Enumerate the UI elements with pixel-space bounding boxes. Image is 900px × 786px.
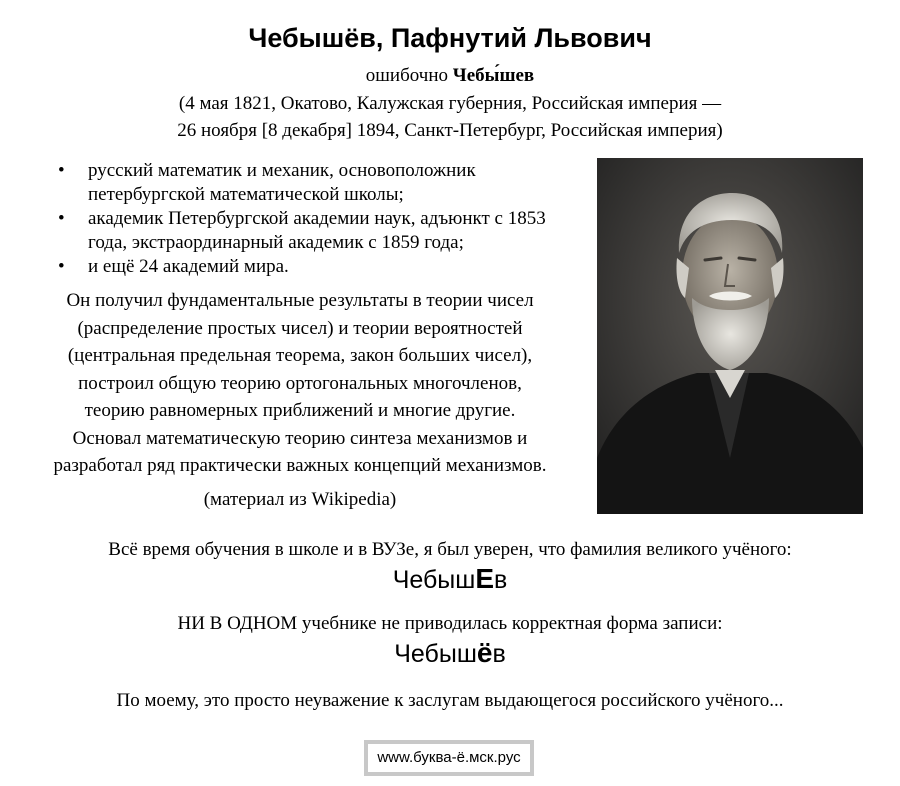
page-title: Чебышёв, Пафнутий Львович bbox=[248, 23, 652, 53]
wrong-spelling-prefix: Чебыш bbox=[392, 566, 476, 594]
correct-spelling-prefix: Чебыш bbox=[394, 640, 477, 668]
paragraph-line: Основал математическую теорию синтеза механизмов и bbox=[72, 427, 528, 449]
correct-spelling bbox=[0, 638, 900, 669]
correct-spelling-suffix: в bbox=[492, 640, 506, 668]
paragraph-line: (распределение простых чисел) и теории вероятностей bbox=[77, 317, 523, 339]
misspelled-prefix: ошибочно bbox=[365, 65, 453, 86]
paragraph-line: (центральная предельная теорема, закон больших чисел), bbox=[67, 345, 533, 366]
misspelled-name: Чебы́шев bbox=[452, 65, 535, 86]
site-url-badge[interactable]: www.буква-ё.мск.рус bbox=[364, 740, 534, 776]
biography-bullets bbox=[52, 159, 572, 279]
source-note: (материал из Wikipedia) bbox=[203, 489, 397, 510]
paragraph-line: теорию равномерных приближений и многие другие. bbox=[84, 400, 516, 421]
life-dates-line-1: (4 мая 1821, Окатово, Калужская губерния, Российская империя — bbox=[178, 93, 722, 114]
achievements-paragraph bbox=[20, 287, 580, 480]
bullet-item: • и ещё 24 академий мира. bbox=[52, 255, 572, 279]
bullet-item: • академик Петербургской академии наук, адъюнкт с 1853 года, экстраординарный академик с 1859 года; bbox=[52, 207, 572, 255]
wrong-spelling bbox=[0, 564, 900, 595]
misspelled-note bbox=[0, 63, 900, 89]
portrait-photo bbox=[597, 158, 863, 514]
correct-letter: ё bbox=[476, 637, 493, 668]
life-dates-line-2: 26 ноября [8 декабря] 1894, Санкт-Петербург, Российская империя) bbox=[177, 120, 723, 141]
wrong-spelling-suffix: в bbox=[494, 566, 508, 594]
wrong-letter: Е bbox=[475, 563, 495, 594]
bullet-item: • русский математик и механик, основоположник петербургской математической школы; bbox=[52, 159, 572, 207]
paragraph-line: построил общую теорию ортогональных многочленов, bbox=[78, 372, 522, 394]
statement-textbooks: НИ В ОДНОМ учебнике не приводилась корректная форма записи: bbox=[177, 613, 723, 634]
paragraph-line: Он получил фундаментальные результаты в теории чисел bbox=[66, 290, 534, 311]
statement-conclusion: По моему, это просто неуважение к заслугам выдающегося российского учёного... bbox=[116, 690, 784, 711]
paragraph-line: разработал ряд практически важных концепций механизмов. bbox=[53, 455, 547, 476]
statement-belief: Всё время обучения в школе и в ВУЗе, я был уверен, что фамилия великого учёного: bbox=[108, 539, 792, 560]
